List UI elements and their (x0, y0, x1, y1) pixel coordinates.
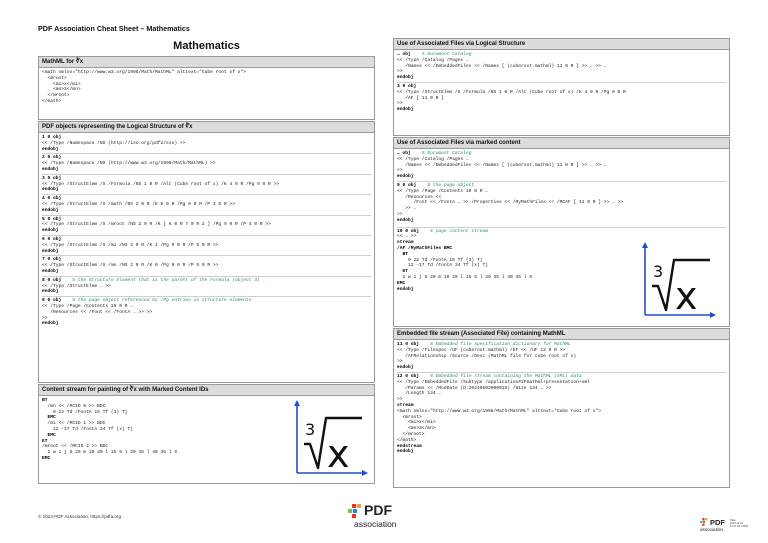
code-block (394, 340, 729, 457)
obj-number: 9 0 obj (397, 182, 417, 188)
code-line: endobj (42, 289, 59, 295)
code-comment: % Embedded file specification dictionary for MathML (430, 342, 571, 347)
panel-title: Use of Associated Files via marked content (394, 138, 729, 149)
code-line: << /Type /StructElem /S /mn /NS 2 0 R /K 0 /Pg 9 0 R /P 5 0 R >> (42, 263, 219, 269)
separator (397, 82, 726, 83)
code-line: << /Type /Catalog /Pages … (397, 156, 469, 162)
column-title: Mathematics (173, 40, 240, 52)
panel-title: Embedded file stream (Associated File) containing MathML (394, 329, 729, 340)
code-line: << /Type /StructElem /S /mi /NS 2 0 R /K 1 /Pg 9 0 R /P 5 0 R >> (42, 242, 219, 248)
separator (42, 276, 371, 277)
panel-mathml (38, 56, 375, 120)
code-line: 12 -17 Td /FontA 34 Tf (x) Tj (42, 426, 133, 432)
code-line: >> … (397, 206, 417, 212)
code-block (39, 133, 374, 329)
graphic-index: 3 (305, 420, 316, 439)
code-line: /Names << /EmbeddedFiles << /Names [ (cuberoot.mathml) 11 0 R ] >> … >> … (397, 162, 607, 168)
cube-root-graphic-2 (640, 242, 716, 318)
separator (42, 153, 371, 154)
code-line: EMC (42, 415, 56, 421)
obj-number: 5 0 obj (42, 216, 62, 222)
copyright-text: © 2024 PDF Association, https://pdfa.org (38, 514, 122, 519)
code-line: EMC (42, 432, 56, 438)
obj-number: 6 0 obj (42, 236, 62, 242)
code-line: <math xmlns="http://www.w3.org/1998/Math/MathML" alttext="Cube root of x"> (397, 408, 601, 414)
code-line: >> (397, 101, 403, 107)
code-line: /mroot << /MCID 2 >> BDC (42, 444, 109, 450)
graphic-index: 3 (653, 262, 664, 281)
code-line: /mi << /MCID 1 >> BDC (42, 421, 106, 427)
separator (42, 174, 371, 175)
code-line: </mroot> (397, 431, 425, 437)
code-line: ET (42, 438, 48, 444)
panel-title: Content stream for painting of ∛x with Marked Content IDs (39, 385, 374, 396)
code-line: << /Type /StructElem /S /math /NS 2 0 R /K 5 0 R /Pg 9 0 R /P 3 0 R >> (42, 201, 235, 207)
separator (42, 215, 371, 216)
code-line: /Length 134 … (397, 391, 442, 397)
graphic-radicand: x (675, 274, 698, 318)
code-line: >> (397, 359, 403, 365)
code-line: << /Type /Namespace /NS (http://www.w3.org/1998/Math/MathML) >> (42, 161, 216, 167)
code-line: /AF [ 11 0 R ] (397, 95, 444, 101)
code-line: << /Type /Filespec /UF (cuberoot.mathml) /EF << /UF 12 0 R >> (397, 347, 566, 353)
code-line: >> (42, 315, 48, 321)
pdf-association-logo-small (700, 518, 752, 538)
obj-number: 4 0 obj (42, 196, 62, 202)
code-line: >> (397, 397, 403, 403)
code-line: endstream (397, 443, 422, 449)
code-line: >> (397, 211, 403, 217)
code-line: << /Type /StructElem /S /Formula /NS 1 0 R /Alt (Cube root of x) /K 4 0 R /Pg 9 0 R (397, 89, 626, 95)
code-line: <mn>3</mn> (397, 426, 436, 432)
code-comment: % Embedded file stream containing the MathML (XML) data (430, 373, 582, 379)
code-line: << /Type /Namespace /NS (http://iso.org/pdf2/ssn) >> (42, 140, 186, 146)
code-line: /AFRelationship /Source /Desc (MathML file for cube root of x) (397, 353, 577, 359)
logo-pdf-text: PDF (364, 502, 392, 518)
code-line: /Params << /ModDate (D:20240502000016) /Size 134 … >> (397, 385, 552, 391)
code-line: endobj (42, 248, 59, 254)
obj-number: 12 0 obj (397, 373, 420, 379)
code-line: << /Type /Page /Contents 10 0 R … (42, 303, 133, 309)
code-line: endobj (42, 228, 59, 234)
code-line: ET (397, 269, 409, 275)
code-line: endobj (397, 75, 414, 81)
code-comment: % page content stream (430, 228, 488, 234)
code-line: /AF /MyMathFiles BMC (397, 245, 453, 251)
code-block (39, 68, 374, 107)
code-line: /Resources << (397, 194, 442, 200)
code-line: endobj (42, 268, 59, 274)
panel-embedded-file (393, 328, 730, 488)
obj-number: 7 0 obj (42, 257, 62, 263)
panel-title: MathML for ∛x (39, 57, 374, 68)
code-line: << … >> (397, 234, 417, 240)
code-line: endobj (42, 187, 59, 193)
code-line: endobj (42, 146, 59, 152)
code-line: </mroot> (42, 93, 70, 99)
signature-meta (730, 519, 748, 529)
obj-number: 10 0 obj (397, 228, 420, 234)
code-line: BT (397, 251, 409, 257)
code-line: << /Type /Page /Contents 10 0 R … (397, 188, 488, 194)
code-line: stream (397, 240, 414, 246)
obj-number: … obj (397, 52, 411, 57)
separator (397, 181, 726, 182)
separator (42, 255, 371, 256)
obj-number: 11 0 obj (397, 342, 420, 347)
code-line: 0 22 Td /FontA 15 Tf (3) Tj (397, 257, 483, 263)
panel-pdf-objects (38, 121, 375, 383)
code-line: << /Type /StructElem … >> (42, 283, 111, 289)
code-line: /Resources << /Font << /FontA … >> >> (42, 309, 153, 315)
panel-assoc-logical (393, 38, 730, 136)
code-line: /mn << /MCID 0 >> BDC (42, 403, 106, 409)
code-comment: % the page object referenced by /Pg entries in structure elements (72, 298, 252, 304)
logo-association-text: association (354, 519, 397, 529)
logo-pdf-text: PDF (710, 518, 725, 527)
code-line: << /Type /StructElem /S /Formula /NS 1 0 R /Alt (Cube root of x) /K 4 0 R /Pg 9 0 R >> (42, 181, 280, 187)
code-line: 0 22 Td /FontA 15 Tf (3) Tj (42, 409, 128, 415)
code-line: <mroot> (42, 75, 67, 81)
separator (397, 227, 726, 228)
code-line: endobj (42, 321, 59, 327)
separator (42, 194, 371, 195)
code-line: 2 w 1 j 5 20 m 10 20 l 15 5 l 20 35 l 40 35 l S (397, 274, 533, 280)
obj-number: 1 0 obj (42, 135, 62, 140)
code-line: </math> (397, 437, 417, 443)
code-line: BT (42, 398, 48, 403)
code-line: <mroot> (397, 414, 422, 420)
cube-root-graphic (292, 400, 368, 476)
separator (42, 235, 371, 236)
code-line: << /Type /EmbeddedFile /Subtype /application#2Fmathml+presentation+xml (397, 379, 590, 385)
code-line: endobj (397, 449, 414, 455)
code-line: 12 -17 Td /FontA 34 Tf (x) Tj (397, 263, 488, 269)
pdf-association-logo (348, 502, 410, 532)
code-line: <mi>x</mi> (42, 81, 81, 87)
code-line: /Names << /EmbeddedFiles << /Names [ (cuberoot.mathml) 11 0 R ] >> … >> … (397, 63, 607, 69)
code-comment: % Document Catalog (421, 151, 472, 156)
code-line: >> (397, 69, 403, 75)
code-line: <math xmlns="http://www.w3.org/1998/Math/MathML" alttext="Cube root of x"> (42, 70, 246, 75)
signature-meta-line: 2024.10.23 (730, 522, 743, 526)
code-block (394, 50, 729, 115)
code-line: <mn>3</mn> (42, 87, 81, 93)
code-block (394, 149, 729, 226)
logo-squares-icon (348, 504, 364, 520)
code-line: endobj (397, 286, 414, 292)
obj-number: 3 0 obj (42, 175, 62, 181)
code-line: << /Type /Catalog /Pages … (397, 57, 469, 63)
separator (397, 372, 726, 373)
obj-number: 8 0 obj (42, 277, 62, 283)
code-line: <mi>x</mi> (397, 420, 436, 426)
separator (42, 296, 371, 297)
logo-association-text: association (700, 527, 723, 532)
code-line: /Font << /FontA … >> /Properties << /MyMathFiles << /MCAF [ 11 0 R ] >> … >> (397, 200, 624, 206)
signature-meta-line: 12.37.34 +0530 (730, 525, 749, 529)
code-line: EMC (397, 280, 406, 286)
code-line: endobj (42, 166, 59, 172)
code-comment: % the page object (427, 182, 475, 188)
panel-title: PDF objects representing the Logical Structure of ∛x (39, 122, 374, 133)
obj-number: 2 0 obj (42, 155, 62, 161)
obj-number: 9 0 obj (42, 298, 62, 304)
code-line: </math> (42, 98, 62, 104)
code-line: endobj (397, 174, 414, 180)
code-line: >> (397, 168, 403, 174)
code-line: 2 w 1 j 5 20 m 10 20 l 15 5 l 20 35 l 40 35 l S (42, 450, 178, 456)
obj-number: … obj (397, 151, 411, 156)
code-line: << /Type /StructElem /S /mroot /NS 2 0 R /K [ 6 0 R 7 0 R 2 ] /Pg 9 0 R /P 4 0 R >> (42, 222, 271, 228)
code-line: endobj (397, 217, 414, 223)
code-comment: % Document Catalog (421, 52, 472, 57)
obj-number: 3 0 obj (397, 83, 417, 89)
code-line: endobj (397, 365, 414, 371)
logo-squares-icon (700, 518, 709, 527)
sheet-title: PDF Association Cheat Sheet – Mathematics (38, 24, 190, 33)
graphic-radicand: x (327, 432, 350, 476)
code-line: endobj (397, 107, 414, 113)
signature-meta-line: Date: (730, 519, 737, 522)
panel-title: Use of Associated Files via Logical Structure (394, 39, 729, 50)
code-comment: % the Structure Element that is the parent of the Formula (object 3) (72, 277, 260, 283)
code-line: endobj (42, 207, 59, 213)
code-line: stream (397, 402, 414, 408)
code-line: EMC (42, 455, 51, 461)
